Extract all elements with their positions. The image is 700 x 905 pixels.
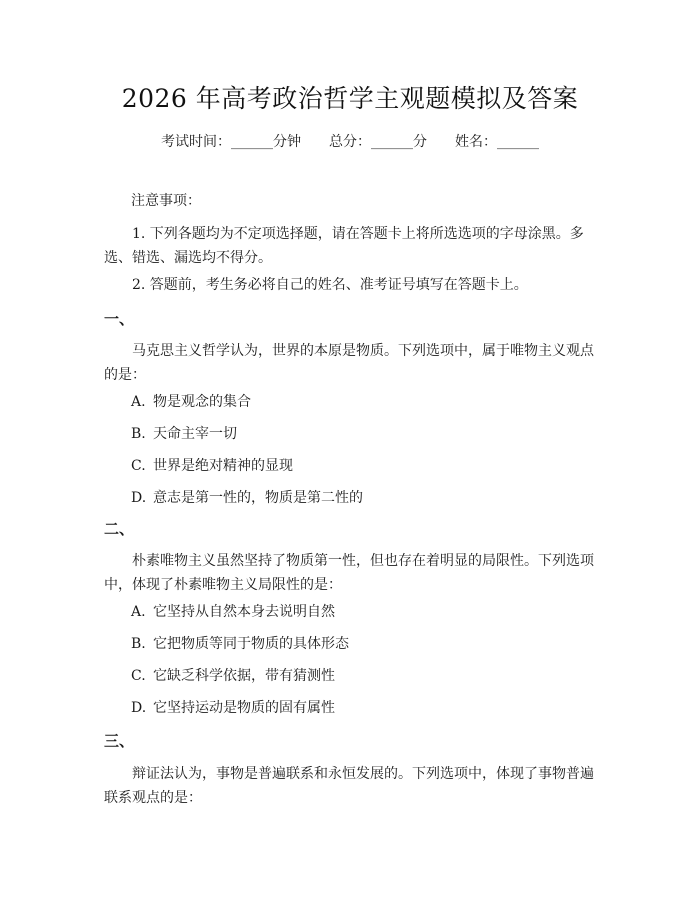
option-text: 它坚持运动是物质的固有属性 xyxy=(153,700,335,716)
option-letter: B. xyxy=(131,426,146,442)
option-a xyxy=(131,602,335,622)
option-letter: A. xyxy=(131,604,146,620)
option-letter: D. xyxy=(131,490,147,506)
exam-meta xyxy=(0,132,700,152)
option-letter: A. xyxy=(131,394,146,410)
option-d xyxy=(131,698,335,718)
option-text: 意志是第一性的，物质是第二性的 xyxy=(153,490,363,506)
notice-item: 1. 下列各题均为不定项选择题，请在答题卡上将所选选项的字母涂黑。多选、错选、漏选均不得分。 xyxy=(104,226,584,266)
total-score-field: 总分：______分 xyxy=(329,134,427,150)
question-stem: 辩证法认为，事物是普遍联系和永恒发展的。下列选项中，体现了事物普遍联系观点的是： xyxy=(104,766,594,806)
option-c xyxy=(131,456,293,476)
page-title: 2026 年高考政治哲学主观题模拟及答案 xyxy=(121,84,579,113)
option-letter: C. xyxy=(131,458,146,474)
option-d xyxy=(131,488,363,508)
question-number: 一、 xyxy=(104,310,135,328)
notice-item: 2. 答题前，考生务必将自己的姓名、准考证号填写在答题卡上。 xyxy=(132,277,528,293)
option-letter: C. xyxy=(131,668,146,684)
question-number: 三、 xyxy=(104,732,135,750)
option-a xyxy=(131,392,251,412)
option-letter: D. xyxy=(131,700,147,716)
option-text: 它坚持从自然本身去说明自然 xyxy=(153,604,335,620)
option-b xyxy=(131,634,349,654)
option-text: 天命主宰一切 xyxy=(153,426,237,442)
question-number: 二、 xyxy=(104,520,135,538)
option-text: 世界是绝对精神的显现 xyxy=(153,458,293,474)
option-c xyxy=(131,666,335,686)
option-letter: B. xyxy=(131,636,146,652)
question-stem: 朴素唯物主义虽然坚持了物质第一性，但也存在着明显的局限性。下列选项中，体现了朴素唯物主义局限性的是： xyxy=(104,553,594,593)
exam-time-field: 考试时间：______分钟 xyxy=(161,134,301,150)
option-text: 物是观念的集合 xyxy=(153,394,251,410)
option-text: 它把物质等同于物质的具体形态 xyxy=(153,636,349,652)
option-b xyxy=(131,424,237,444)
notice-heading: 注意事项： xyxy=(131,193,201,209)
question-stem: 马克思主义哲学认为，世界的本原是物质。下列选项中，属于唯物主义观点的是： xyxy=(104,343,594,383)
option-text: 它缺乏科学依据，带有猜测性 xyxy=(153,668,335,684)
name-field: 姓名：______ xyxy=(455,134,539,150)
